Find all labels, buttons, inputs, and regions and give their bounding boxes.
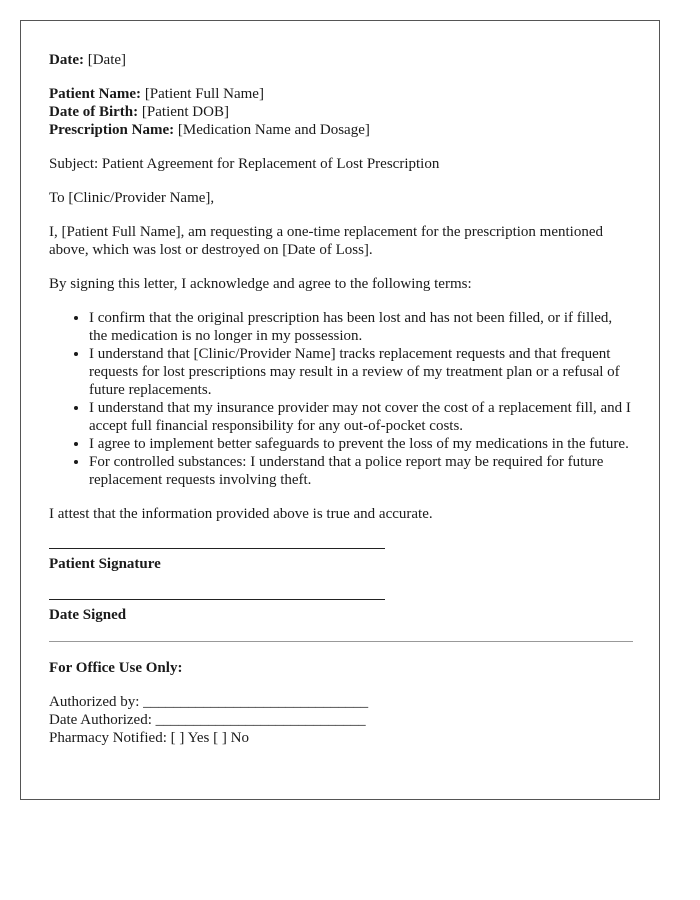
office-fields xyxy=(49,693,631,747)
patient-signature-label: Patient Signature xyxy=(49,556,161,572)
term-item: • I understand that [Clinic/Provider Name] tracks replacement requests and that frequent requests for lost prescriptions may result in a review of my treatment plan or a refusal of future replacements. xyxy=(89,345,631,399)
prescription-value: [Medication Name and Dosage] xyxy=(177,122,370,138)
term-item: • I agree to implement better safeguards to prevent the loss of my medications in the future. xyxy=(89,435,631,453)
date-signed-label: Date Signed xyxy=(49,607,127,623)
salutation: To [Clinic/Provider Name], xyxy=(49,190,215,206)
term-item: • I confirm that the original prescription has been lost and has not been filled, or if filled, the medication is no longer in my possession. xyxy=(89,309,631,345)
intro-paragraph: I, [Patient Full Name], am requesting a one-time replacement for the prescription mentioned above, which was lost or destroyed on [Date of Loss]. xyxy=(49,224,603,258)
term-item: • I understand that my insurance provider may not cover the cost of a replacement fill, and I accept full financial responsibility for any out-of-pocket costs. xyxy=(89,399,631,435)
date-field xyxy=(49,51,631,69)
attest-paragraph: I attest that the information provided above is true and accurate. xyxy=(49,506,433,522)
prescription-label: Prescription Name: xyxy=(49,122,175,138)
term-item: • For controlled substances: I understand that a police report may be required for future replacement requests involving theft. xyxy=(89,453,631,489)
patient-name-value: [Patient Full Name] xyxy=(144,86,264,102)
date-authorized-field: Date Authorized: ____________________________ xyxy=(49,712,366,728)
prescription-field xyxy=(49,121,631,139)
patient-name-label: Patient Name: xyxy=(49,86,142,102)
dob-label: Date of Birth: xyxy=(49,104,139,120)
letter-page xyxy=(20,20,660,800)
date-value: [Date] xyxy=(87,52,127,68)
acknowledge-paragraph: By signing this letter, I acknowledge and agree to the following terms: xyxy=(49,276,472,292)
terms-list xyxy=(49,309,631,489)
pharmacy-notified-field: Pharmacy Notified: [ ] Yes [ ] No xyxy=(49,730,249,746)
patient-signature-line xyxy=(49,548,385,549)
subject-line: Subject: Patient Agreement for Replacement of Lost Prescription xyxy=(49,156,440,172)
office-heading: For Office Use Only: xyxy=(49,660,183,676)
patient-info-block xyxy=(49,85,631,139)
authorized-by-field: Authorized by: ______________________________ xyxy=(49,694,369,710)
dob-value: [Patient DOB] xyxy=(141,104,229,120)
office-divider xyxy=(49,641,633,642)
date-signed-line xyxy=(49,599,385,600)
patient-name-field xyxy=(49,85,631,103)
dob-field xyxy=(49,103,631,121)
date-label: Date: xyxy=(49,52,84,68)
